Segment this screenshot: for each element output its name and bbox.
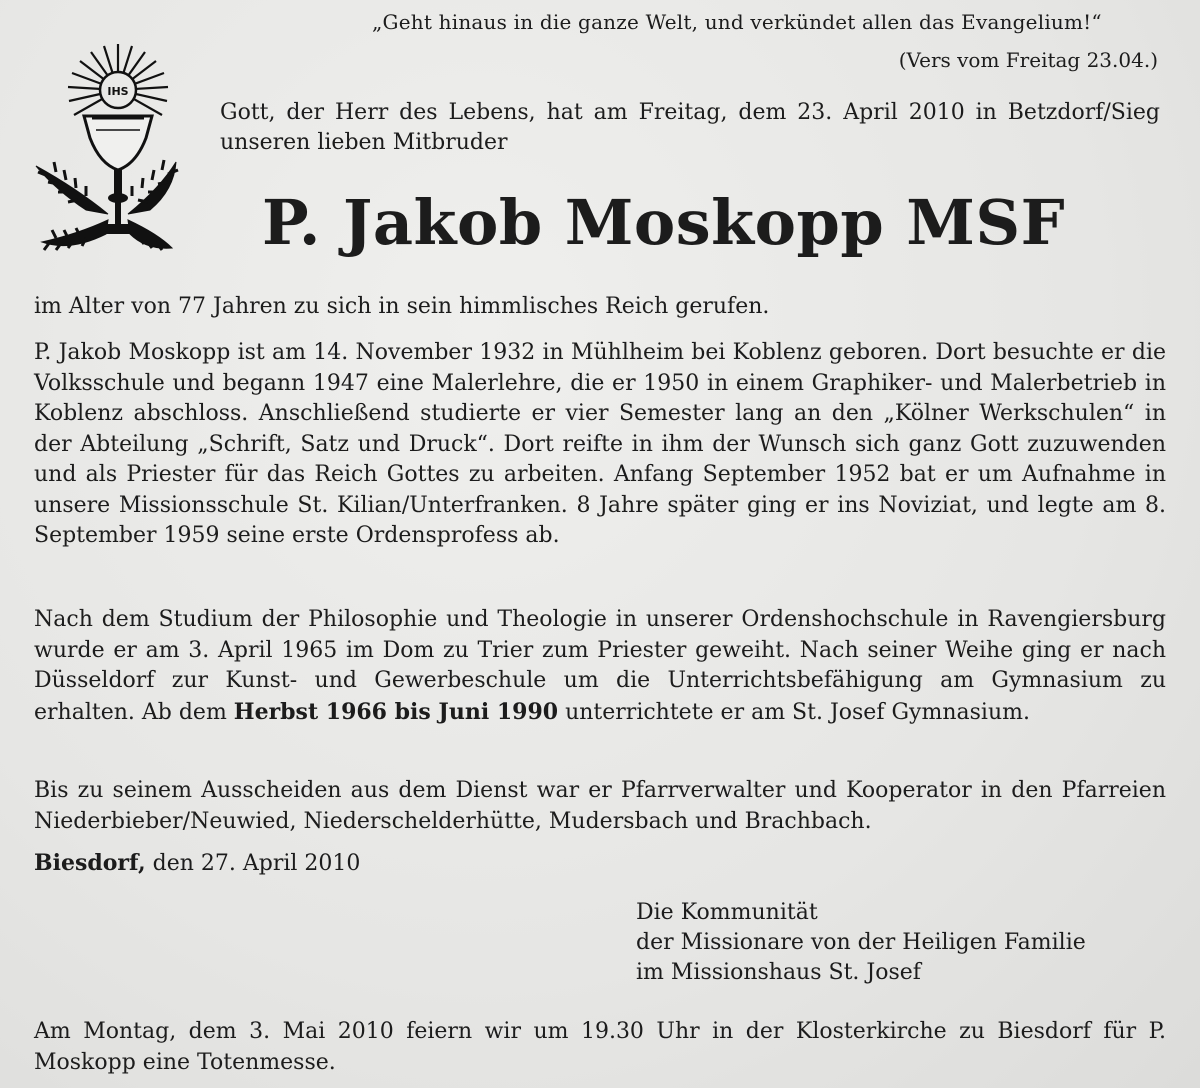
studies-paragraph xyxy=(34,605,1166,728)
service-paragraph: Bis zu seinem Ausscheiden aus dem Dienst war er Pfarrverwalter und Kooperator in den Pfarreien Niederbieber/Neuwied, Niederschelderhütte, Mudersbach und Brachbach. xyxy=(34,778,1166,834)
intro-text: Gott, der Herr des Lebens, hat am Freitag, dem 23. April 2010 in Betzdorf/Sieg unseren lieben Mitbruder xyxy=(220,100,1160,155)
studies-text-start: Nach dem Studium der Philosophie und Theologie in unserer Ordenshochschule in Ravengiersburg wurde er am 3. April 1965 im Dom zu Trier zum Priester geweiht. Nach seiner Weihe ging er nach Düsseldorf zur Kunst- und Gewerbeschule um die Unterrichtsbefähigung am Gymnasium zu erhalten. Ab dem xyxy=(34,607,1166,725)
signature-line-1: Die Kommunität xyxy=(636,900,818,925)
signature-block xyxy=(636,898,1176,988)
deceased-name: P. Jakob Moskopp MSF xyxy=(262,186,1066,259)
notice-date: den 27. April 2010 xyxy=(145,851,361,876)
scripture-quote: „Geht hinaus in die ganze Welt, und verkündet allen das Evangelium!“ xyxy=(372,10,1102,34)
studies-text-end: unterrichtete er am St. Josef Gymnasium. xyxy=(558,699,1030,725)
requiem-announcement: Am Montag, dem 3. Mai 2010 feiern wir um 19.30 Uhr in der Klosterkirche zu Biesdorf für P. Moskopp eine Totenmesse. xyxy=(34,1019,1166,1075)
signature-line-2: der Missionare von der Heiligen Familie xyxy=(636,930,1086,955)
ihs-monogram: IHS xyxy=(107,85,129,98)
age-line: im Alter von 77 Jahren zu sich in sein himmlisches Reich gerufen. xyxy=(34,294,770,319)
biography-paragraph: P. Jakob Moskopp ist am 14. November 1932 in Mühlheim bei Koblenz geboren. Dort besuchte er die Volksschule und begann 1947 eine Malerlehre, die er 1950 in einem Graphiker- und Malerbetrieb in Koblenz abschloss. Anschließend studierte er vier Semester lang an den „Kölner Werkschulen“ in der Abteilung „Schrift, Satz und Druck“. Dort reifte in ihm der Wunsch sich ganz Gott zuzuwenden und als Priester für das Reich Gottes zu arbeiten. Anfang September 1952 bat er um Aufnahme in unsere Missionsschule St. Kilian/Unterfranken. 8 Jahre später ging er ins Noviziat, und legte am 8. September 1959 seine erste Ordensprofess ab. xyxy=(34,340,1166,548)
signature-line-3: im Missionshaus St. Josef xyxy=(636,960,921,985)
place-date-line xyxy=(34,850,360,876)
place-name: Biesdorf, xyxy=(34,850,146,876)
verse-reference: (Vers vom Freitag 23.04.) xyxy=(898,48,1158,72)
teaching-period: Herbst 1966 bis Juni 1990 xyxy=(233,698,559,725)
chalice-emblem-icon xyxy=(26,38,186,258)
